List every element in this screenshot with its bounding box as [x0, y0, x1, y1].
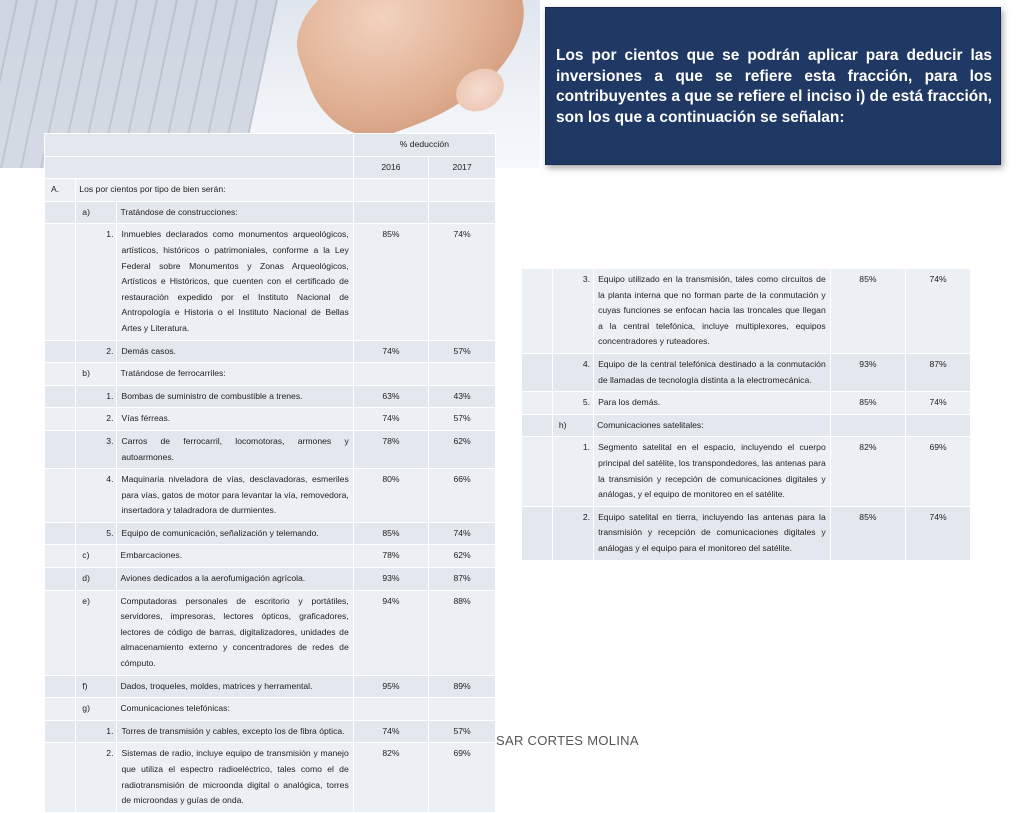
pct-2016: 82% [830, 437, 905, 506]
row-marker: g) [76, 698, 117, 721]
row-marker: a) [76, 201, 117, 224]
pct-2016: 85% [830, 506, 905, 560]
row-description: Sistemas de radio, incluye equipo de transmisión y manejo que utiliza el espectro radioeléctrico, tales como el de radiotransmisión de microonda digital o analógica, torres de microondas y guías de onda. [117, 743, 353, 812]
pct-2016: 85% [830, 392, 905, 415]
row-marker: e) [76, 590, 117, 675]
row-description: Bombas de suministro de combustible a trenes. [117, 385, 353, 408]
pct-2017: 62% [429, 545, 496, 568]
row-marker: 4. [552, 353, 593, 391]
table-row [45, 675, 496, 698]
table-row [522, 437, 971, 506]
footer-author-name: SAR CORTES MOLINA [496, 733, 639, 748]
pct-2016: 93% [353, 568, 428, 591]
row-marker: 4. [76, 469, 117, 523]
table-row [45, 522, 496, 545]
pct-2017: 66% [429, 469, 496, 523]
pct-2016 [353, 179, 428, 202]
row-indent [45, 720, 76, 743]
row-marker: A. [45, 179, 76, 202]
row-marker: 3. [552, 269, 593, 354]
row-indent [45, 469, 76, 523]
pct-2016: 85% [353, 224, 428, 340]
table-row [45, 363, 496, 386]
pct-2017: 87% [906, 353, 971, 391]
pct-2017: 74% [906, 392, 971, 415]
row-marker: d) [76, 568, 117, 591]
row-description: Aviones dedicados a la aerofumigación agrícola. [117, 568, 353, 591]
pct-2016: 74% [353, 408, 428, 431]
row-indent [45, 743, 76, 812]
deduction-table-right [521, 268, 971, 561]
year-2016-header: 2016 [353, 156, 428, 179]
row-description: Carros de ferrocarril, locomotoras, armones y autoarmones. [117, 430, 353, 468]
table-row [45, 698, 496, 721]
pct-2016: 74% [353, 340, 428, 363]
row-marker: f) [76, 675, 117, 698]
pct-2016: 94% [353, 590, 428, 675]
pct-2016 [353, 698, 428, 721]
row-description: Tratándose de ferrocarriles: [117, 363, 353, 386]
row-description: Comunicaciones satelitales: [594, 414, 831, 437]
pct-2017: 69% [906, 437, 971, 506]
table-row [45, 720, 496, 743]
row-indent [45, 363, 76, 386]
row-indent [45, 675, 76, 698]
table-row [45, 201, 496, 224]
table-row [45, 408, 496, 431]
table-header-row [45, 134, 496, 157]
row-marker: 1. [76, 720, 117, 743]
pct-2017 [429, 363, 496, 386]
pct-2016: 85% [353, 522, 428, 545]
pct-2016 [830, 414, 905, 437]
pct-2016 [353, 201, 428, 224]
table-row [522, 269, 971, 354]
pct-2017: 88% [429, 590, 496, 675]
pct-2016: 85% [830, 269, 905, 354]
row-marker: b) [76, 363, 117, 386]
row-description: Dados, troqueles, moldes, matrices y herramental. [117, 675, 353, 698]
pct-2017 [429, 201, 496, 224]
row-marker: 1. [76, 385, 117, 408]
row-indent [522, 437, 553, 506]
row-indent [45, 201, 76, 224]
pct-2016: 93% [830, 353, 905, 391]
row-indent [522, 414, 553, 437]
table-row [45, 179, 496, 202]
table-row [522, 414, 971, 437]
row-indent [45, 522, 76, 545]
pct-2017: 43% [429, 385, 496, 408]
row-marker: 5. [552, 392, 593, 415]
year-2017-header: 2017 [429, 156, 496, 179]
pct-2016: 95% [353, 675, 428, 698]
row-marker: 2. [76, 340, 117, 363]
table-row [45, 224, 496, 340]
row-description: Equipo utilizado en la transmisión, tales como circuitos de la planta interna que no forman parte de la conmutación y cuyas funciones se enfocan hacia las troncales que llegan a la central telefónica, incluye multiplexores, equipos concentradores y ruteadores. [594, 269, 831, 354]
pct-2017: 74% [429, 224, 496, 340]
table-row [45, 340, 496, 363]
table-row [45, 469, 496, 523]
pct-deduction-header: % deducción [353, 134, 495, 157]
table-row [45, 430, 496, 468]
row-description: Los por cientos por tipo de bien serán: [76, 179, 353, 202]
row-indent [45, 224, 76, 340]
row-description: Equipo de comunicación, señalización y telemando. [117, 522, 353, 545]
row-marker: h) [552, 414, 593, 437]
row-indent [45, 698, 76, 721]
pct-2017: 57% [429, 408, 496, 431]
row-marker: 1. [552, 437, 593, 506]
row-marker: c) [76, 545, 117, 568]
row-indent [45, 545, 76, 568]
row-description: Vías férreas. [117, 408, 353, 431]
pct-2016: 74% [353, 720, 428, 743]
row-indent [45, 385, 76, 408]
row-marker: 1. [76, 224, 117, 340]
row-indent [45, 340, 76, 363]
table-row [45, 568, 496, 591]
pct-2017: 87% [429, 568, 496, 591]
row-description: Computadoras personales de escritorio y portátiles, servidores, impresoras, lectores ópticos, graficadores, lectores de código de barras, digitalizadores, unidades de almacenamiento externo y concentradores de redes de cómputo. [117, 590, 353, 675]
pct-2016 [353, 363, 428, 386]
pct-2017: 69% [429, 743, 496, 812]
pct-2017: 74% [429, 522, 496, 545]
row-description: Equipo satelital en tierra, incluyendo las antenas para la transmisión y recepción de comunicaciones digitales y análogas y el equipo para el monitoreo del satélite. [594, 506, 831, 560]
pct-2016: 78% [353, 430, 428, 468]
pct-2017: 74% [906, 269, 971, 354]
row-marker: 2. [76, 408, 117, 431]
deduction-table-left [44, 133, 496, 813]
title-text: Los por cientos que se podrán aplicar para deducir las inversiones a que se refiere esta fracción, para los contribuyentes a que se refiere el inciso i) de está fracción, son los que a continuación se señalan: [556, 47, 992, 126]
row-marker: 3. [76, 430, 117, 468]
table-year-row [45, 156, 496, 179]
row-indent [522, 353, 553, 391]
row-indent [45, 430, 76, 468]
pct-2017 [906, 414, 971, 437]
title-box [545, 7, 1001, 165]
row-indent [522, 269, 553, 354]
row-marker: 2. [76, 743, 117, 812]
pct-2017: 62% [429, 430, 496, 468]
pct-2016: 78% [353, 545, 428, 568]
row-marker: 5. [76, 522, 117, 545]
row-description: Para los demás. [594, 392, 831, 415]
table-row [45, 385, 496, 408]
row-indent [522, 392, 553, 415]
row-description: Equipo de la central telefónica destinado a la conmutación de llamadas de tecnología distinta a la electromecánica. [594, 353, 831, 391]
row-marker: 2. [552, 506, 593, 560]
table-row [522, 392, 971, 415]
row-description: Inmuebles declarados como monumentos arqueológicos, artísticos, históricos o patrimoniales, conforme a la Ley Federal sobre Monumentos y Zonas Arqueológicos, Artísticos e Históricos, que cuenten con el certificado de restauración expedido por el Instituto Nacional de Antropología e Historia o el Instituto Nacional de Bellas Artes y Literatura. [117, 224, 353, 340]
pct-2016: 82% [353, 743, 428, 812]
pct-2016: 80% [353, 469, 428, 523]
row-description: Demás casos. [117, 340, 353, 363]
pct-2016: 63% [353, 385, 428, 408]
row-description: Tratándose de construcciones: [117, 201, 353, 224]
pct-2017: 89% [429, 675, 496, 698]
row-indent [45, 590, 76, 675]
pct-2017: 57% [429, 720, 496, 743]
pct-2017 [429, 698, 496, 721]
table-row [45, 590, 496, 675]
row-description: Comunicaciones telefónicas: [117, 698, 353, 721]
pct-2017 [429, 179, 496, 202]
pct-2017: 57% [429, 340, 496, 363]
row-indent [45, 408, 76, 431]
row-description: Maquinaria niveladora de vías, desclavadoras, esmeriles para vías, gatos de motor para levantar la vía, removedora, insertadora y taladradora de durmientes. [117, 469, 353, 523]
row-indent [522, 506, 553, 560]
table-row [522, 353, 971, 391]
row-description: Embarcaciones. [117, 545, 353, 568]
pct-2017: 74% [906, 506, 971, 560]
row-description: Torres de transmisión y cables, excepto los de fibra óptica. [117, 720, 353, 743]
row-description: Segmento satelital en el espacio, incluyendo el cuerpo principal del satélite, los transpondedores, las antenas para la transmisión y recepción de comunicaciones digitales y análogas, y el equipo de monitoreo en el satélite. [594, 437, 831, 506]
row-indent [45, 568, 76, 591]
table-row [522, 506, 971, 560]
table-row [45, 545, 496, 568]
table-row [45, 743, 496, 812]
